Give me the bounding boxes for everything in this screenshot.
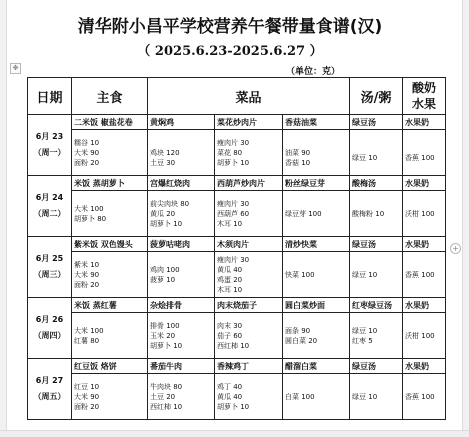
drink-ingredients — [403, 374, 446, 420]
ingredient-line: 香菇 10 — [285, 158, 311, 167]
ingredient-line: 茄子 60 — [217, 331, 243, 340]
ingredient-line: 圆白菜 20 — [285, 336, 318, 345]
drink-name: 水果奶 — [403, 359, 446, 374]
staple-ingredients — [72, 313, 148, 359]
dish-name: 肉末烧茄子 — [215, 298, 283, 313]
staple-ingredients — [72, 374, 148, 420]
dish-name: 黄焖鸡 — [148, 115, 215, 130]
dish-name: 粉丝绿豆芽 — [283, 176, 350, 191]
drink-name: 水果奶 — [403, 176, 446, 191]
day-date: 6月 23 — [35, 132, 64, 141]
ingredient-line: 油菜 90 — [285, 148, 311, 157]
soup-name: 酸梅汤 — [350, 176, 403, 191]
ingredient-line: 糯谷 10 — [74, 138, 100, 147]
dish-ingredients — [215, 191, 283, 237]
ingredient-line: 红枣 5 — [352, 336, 373, 345]
day-date: 6月 27 — [35, 376, 64, 385]
day-ingredients-row — [28, 252, 446, 298]
day-name-row — [28, 115, 446, 130]
dish-ingredients — [215, 252, 283, 298]
header-drink-line2: 水果 — [412, 97, 437, 111]
ingredient-line: 胡萝卜 80 — [74, 214, 107, 223]
ingredient-line: 前尖肉块 80 — [150, 199, 190, 208]
ingredient-line: 红薯 80 — [74, 336, 100, 345]
unit-note: （单位：克） — [286, 67, 341, 77]
soup-name: 绿豆汤 — [350, 115, 403, 130]
soup-ingredients — [350, 191, 403, 237]
ingredient-line: 黄瓜 40 — [217, 265, 243, 274]
ingredient-line: 酸梅粉 10 — [352, 209, 385, 218]
dish-name: 香辣鸡丁 — [215, 359, 283, 374]
day-date: 6月 25 — [35, 254, 64, 263]
dish-ingredients — [283, 252, 350, 298]
ingredient-line: 香蕉 100 — [405, 270, 435, 279]
dish-name: 番茄牛肉 — [148, 359, 215, 374]
ingredient-line: 黄瓜 40 — [217, 392, 243, 401]
staple-ingredients — [72, 130, 148, 176]
ingredient-line: 面条 90 — [285, 326, 311, 335]
dish-ingredients — [215, 313, 283, 359]
ingredient-line: 西红柿 10 — [217, 341, 250, 350]
ingredient-line: 牛肉块 80 — [150, 382, 183, 391]
ingredient-line — [285, 138, 347, 148]
day-date-cell — [28, 237, 72, 298]
ingredient-line: 菠萝 10 — [150, 275, 176, 284]
soup-name: 红枣绿豆汤 — [350, 298, 403, 313]
ingredient-line: 胡萝卜 10 — [150, 219, 183, 228]
ingredient-line: 木耳 10 — [217, 285, 243, 294]
ingredient-line: 面粉 20 — [74, 158, 100, 167]
dish-ingredients — [148, 252, 215, 298]
ingredient-line: 紫米 10 — [74, 260, 100, 269]
ingredient-line: 大米 90 — [74, 270, 100, 279]
ingredient-line: 大米 100 — [74, 204, 104, 213]
add-column-icon[interactable]: + — [450, 243, 461, 254]
dish-name: 菜花炒肉片 — [215, 115, 283, 130]
ingredient-line: 绿豆 10 — [352, 392, 378, 401]
day-date-cell — [28, 176, 72, 237]
day-date-cell — [28, 298, 72, 359]
drink-ingredients — [403, 313, 446, 359]
day-weekday: （周四） — [33, 331, 66, 340]
header-drink — [403, 78, 446, 115]
ingredient-line: 土豆 30 — [150, 158, 176, 167]
ingredient-line — [150, 138, 212, 148]
drink-name: 水果奶 — [403, 298, 446, 313]
dish-ingredients — [283, 130, 350, 176]
header-date: 日期 — [28, 78, 72, 115]
ingredient-line: 绿豆芽 100 — [285, 209, 322, 218]
dish-ingredients — [283, 313, 350, 359]
day-name-row — [28, 176, 446, 191]
day-date: 6月 24 — [35, 193, 64, 202]
ingredient-line — [352, 143, 400, 153]
ingredient-line: 面粉 20 — [74, 280, 100, 289]
ingredient-line: 香蕉 100 — [405, 392, 435, 401]
header-drink-line1: 酸奶 — [412, 81, 437, 95]
ingredient-line: 肉末 30 — [217, 321, 243, 330]
drink-ingredients — [403, 130, 446, 176]
ingredient-line: 大米 100 — [74, 326, 104, 335]
soup-ingredients — [350, 374, 403, 420]
dish-ingredients — [148, 191, 215, 237]
staple-ingredients — [72, 191, 148, 237]
dish-ingredients — [283, 374, 350, 420]
ingredient-line: 鸡丁 40 — [217, 382, 243, 391]
ingredient-line: 红豆 10 — [74, 382, 100, 391]
dish-name: 西葫芦炒肉片 — [215, 176, 283, 191]
day-ingredients-row — [28, 130, 446, 176]
staple-name: 米饭 蒸红薯 — [72, 298, 148, 313]
date-range: （ 2025.6.23-2025.6.27 ） — [137, 44, 323, 59]
dish-name: 杂烩排骨 — [148, 298, 215, 313]
staple-name: 米饭 蒸胡萝卜 — [72, 176, 148, 191]
ingredient-line: 香蕉 100 — [405, 153, 435, 162]
day-date: 6月 26 — [35, 315, 64, 324]
drink-ingredients — [403, 191, 446, 237]
ingredient-line: 快菜 100 — [285, 270, 315, 279]
dish-name: 宫爆红烧肉 — [148, 176, 215, 191]
ingredient-line: 大米 90 — [74, 148, 100, 157]
day-ingredients-row — [28, 191, 446, 237]
ingredient-line: 绿豆 10 — [352, 326, 378, 335]
staple-name: 红豆饭 烙饼 — [72, 359, 148, 374]
soup-ingredients — [350, 252, 403, 298]
ingredient-line: 胡萝卜 10 — [150, 341, 183, 350]
ingredient-line: 白菜 100 — [285, 392, 315, 401]
dish-ingredients — [215, 374, 283, 420]
ingredient-line: 土豆 20 — [150, 392, 176, 401]
ingredient-line: 绿豆 10 — [352, 153, 378, 162]
day-date-cell — [28, 115, 72, 176]
ingredient-line: 绿豆 10 — [352, 270, 378, 279]
right-ruler — [462, 0, 469, 437]
ingredient-line: 木耳 10 — [217, 219, 243, 228]
day-name-row — [28, 359, 446, 374]
dish-name: 清炒快菜 — [283, 237, 350, 252]
left-ruler — [0, 0, 7, 437]
day-weekday: （周三） — [33, 270, 66, 279]
header-staple: 主食 — [72, 78, 148, 115]
dish-name: 香菇油菜 — [283, 115, 350, 130]
day-date-cell — [28, 359, 72, 420]
staple-name: 二米饭 椒盐花卷 — [72, 115, 148, 130]
ingredient-line: 面粉 20 — [74, 402, 100, 411]
ingredient-line — [405, 143, 443, 153]
ingredient-line: 黄瓜 20 — [150, 209, 176, 218]
drink-name: 水果奶 — [403, 115, 446, 130]
drink-name: 水果奶 — [403, 237, 446, 252]
dish-ingredients — [148, 374, 215, 420]
day-weekday: （周一） — [33, 148, 66, 157]
day-ingredients-row — [28, 374, 446, 420]
ingredient-line: 鸡块 120 — [150, 148, 180, 157]
table-move-handle-icon[interactable]: ✥ — [10, 63, 21, 74]
day-ingredients-row — [28, 313, 446, 359]
drink-ingredients — [403, 252, 446, 298]
ingredient-line: 西葫芦 60 — [217, 209, 250, 218]
bottom-ruler — [0, 430, 469, 437]
ingredient-line: 西红柿 10 — [150, 402, 183, 411]
header-dishes: 菜品 — [148, 78, 350, 115]
dish-ingredients — [148, 130, 215, 176]
ingredient-line: 瘦肉片 30 — [217, 138, 250, 147]
ingredient-line: 排骨 100 — [150, 321, 180, 330]
dish-name: 醋溜白菜 — [283, 359, 350, 374]
ingredient-line: 沃柑 100 — [405, 209, 435, 218]
soup-ingredients — [350, 130, 403, 176]
staple-ingredients — [72, 252, 148, 298]
dish-name: 圆白菜炒面 — [283, 298, 350, 313]
dish-ingredients — [148, 313, 215, 359]
staple-name: 紫米饭 双色馒头 — [72, 237, 148, 252]
ingredient-line: 瘦肉片 30 — [217, 255, 250, 264]
dish-name: 菠萝咕咾肉 — [148, 237, 215, 252]
ingredient-line: 鸡蛋 20 — [217, 275, 243, 284]
header-soup: 汤/粥 — [350, 78, 403, 115]
ingredient-line: 鸡肉 100 — [150, 265, 180, 274]
day-weekday: （周二） — [33, 209, 66, 218]
ingredient-line: 沃柑 100 — [405, 331, 435, 340]
page-title: 清华附小昌平学校营养午餐带量食谱(汉) — [77, 17, 383, 37]
soup-ingredients — [350, 313, 403, 359]
day-name-row — [28, 298, 446, 313]
dish-ingredients — [215, 130, 283, 176]
ingredient-line: 胡萝卜 10 — [217, 402, 250, 411]
ingredient-line: 菜花 80 — [217, 148, 243, 157]
day-weekday: （周五） — [33, 392, 66, 401]
ingredient-line: 胡萝卜 10 — [217, 158, 250, 167]
dish-ingredients — [283, 191, 350, 237]
ingredient-line: 玉米 20 — [150, 331, 176, 340]
day-name-row — [28, 237, 446, 252]
dish-name: 木须肉片 — [215, 237, 283, 252]
ingredient-line: 瘦肉片 30 — [217, 199, 250, 208]
header-row — [28, 78, 446, 115]
soup-name: 绿豆汤 — [350, 237, 403, 252]
ingredient-line: 大米 90 — [74, 392, 100, 401]
soup-name: 绿豆汤 — [350, 359, 403, 374]
menu-table — [27, 77, 446, 420]
